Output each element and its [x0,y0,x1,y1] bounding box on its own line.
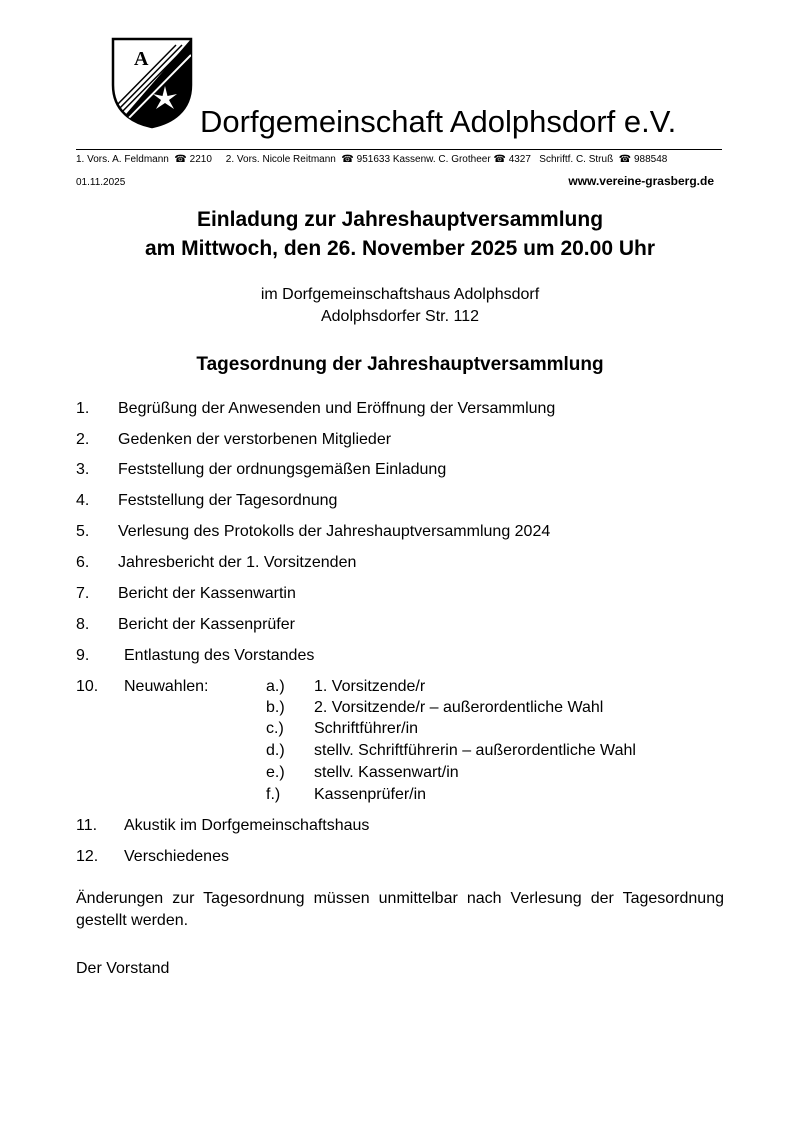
contact-line [76,153,667,166]
election-item: c.) Schriftführer/in [266,720,419,737]
contact-1: 1. Vors. A. Feldmann ☎ 2210 [76,154,212,165]
phone-icon: ☎ [341,154,354,165]
election-item: b.) 2. Vorsitzende/r – außerordentliche Wahl [266,699,604,716]
website-link[interactable]: www.vereine-grasberg.de [568,174,714,188]
header-divider [76,149,722,150]
crest-letter: A [134,48,149,70]
election-item: f.) Kassenprüfer/in [266,786,427,803]
contact-2: 2. Vors. Nicole Reitmann ☎ 951633 [225,154,391,165]
organization-name: Dorfgemeinschaft Adolphsdorf e.V. [200,104,677,139]
agenda-title: Tagesordnung der Jahreshauptversammlung [196,354,604,375]
phone-icon: ☎ [174,154,187,165]
contact-3: Kassenw. C. Grotheer ☎ 4327 [392,154,531,165]
venue-address: Adolphsdorfer Str. 112 [320,308,480,325]
crest-logo [110,37,194,129]
election-item: d.) stellv. Schriftführerin – außerordentliche Wahl [266,742,636,759]
election-item: a.) 1. Vorsitzende/r [266,678,426,695]
agenda-change-note: Änderungen zur Tagesordnung müssen unmittelbar nach Verlesung der Tagesordnung gestellt werden. [76,890,724,929]
invitation-title: Einladung zur Jahreshauptversammlung [196,208,604,231]
contact-4: Schriftf. C. Struß ☎ 988548 [539,154,668,165]
signature: Der Vorstand [76,960,170,977]
phone-icon: ☎ [618,154,632,165]
venue-name: im Dorfgemeinschaftshaus Adolphsdorf [260,286,540,303]
invitation-date: am Mittwoch, den 26. November 2025 um 20.00 Uhr [144,237,655,260]
document-date: 01.11.2025 [76,177,126,188]
phone-icon: ☎ [493,154,506,165]
election-item: e.) stellv. Kassenwart/in [266,764,459,781]
